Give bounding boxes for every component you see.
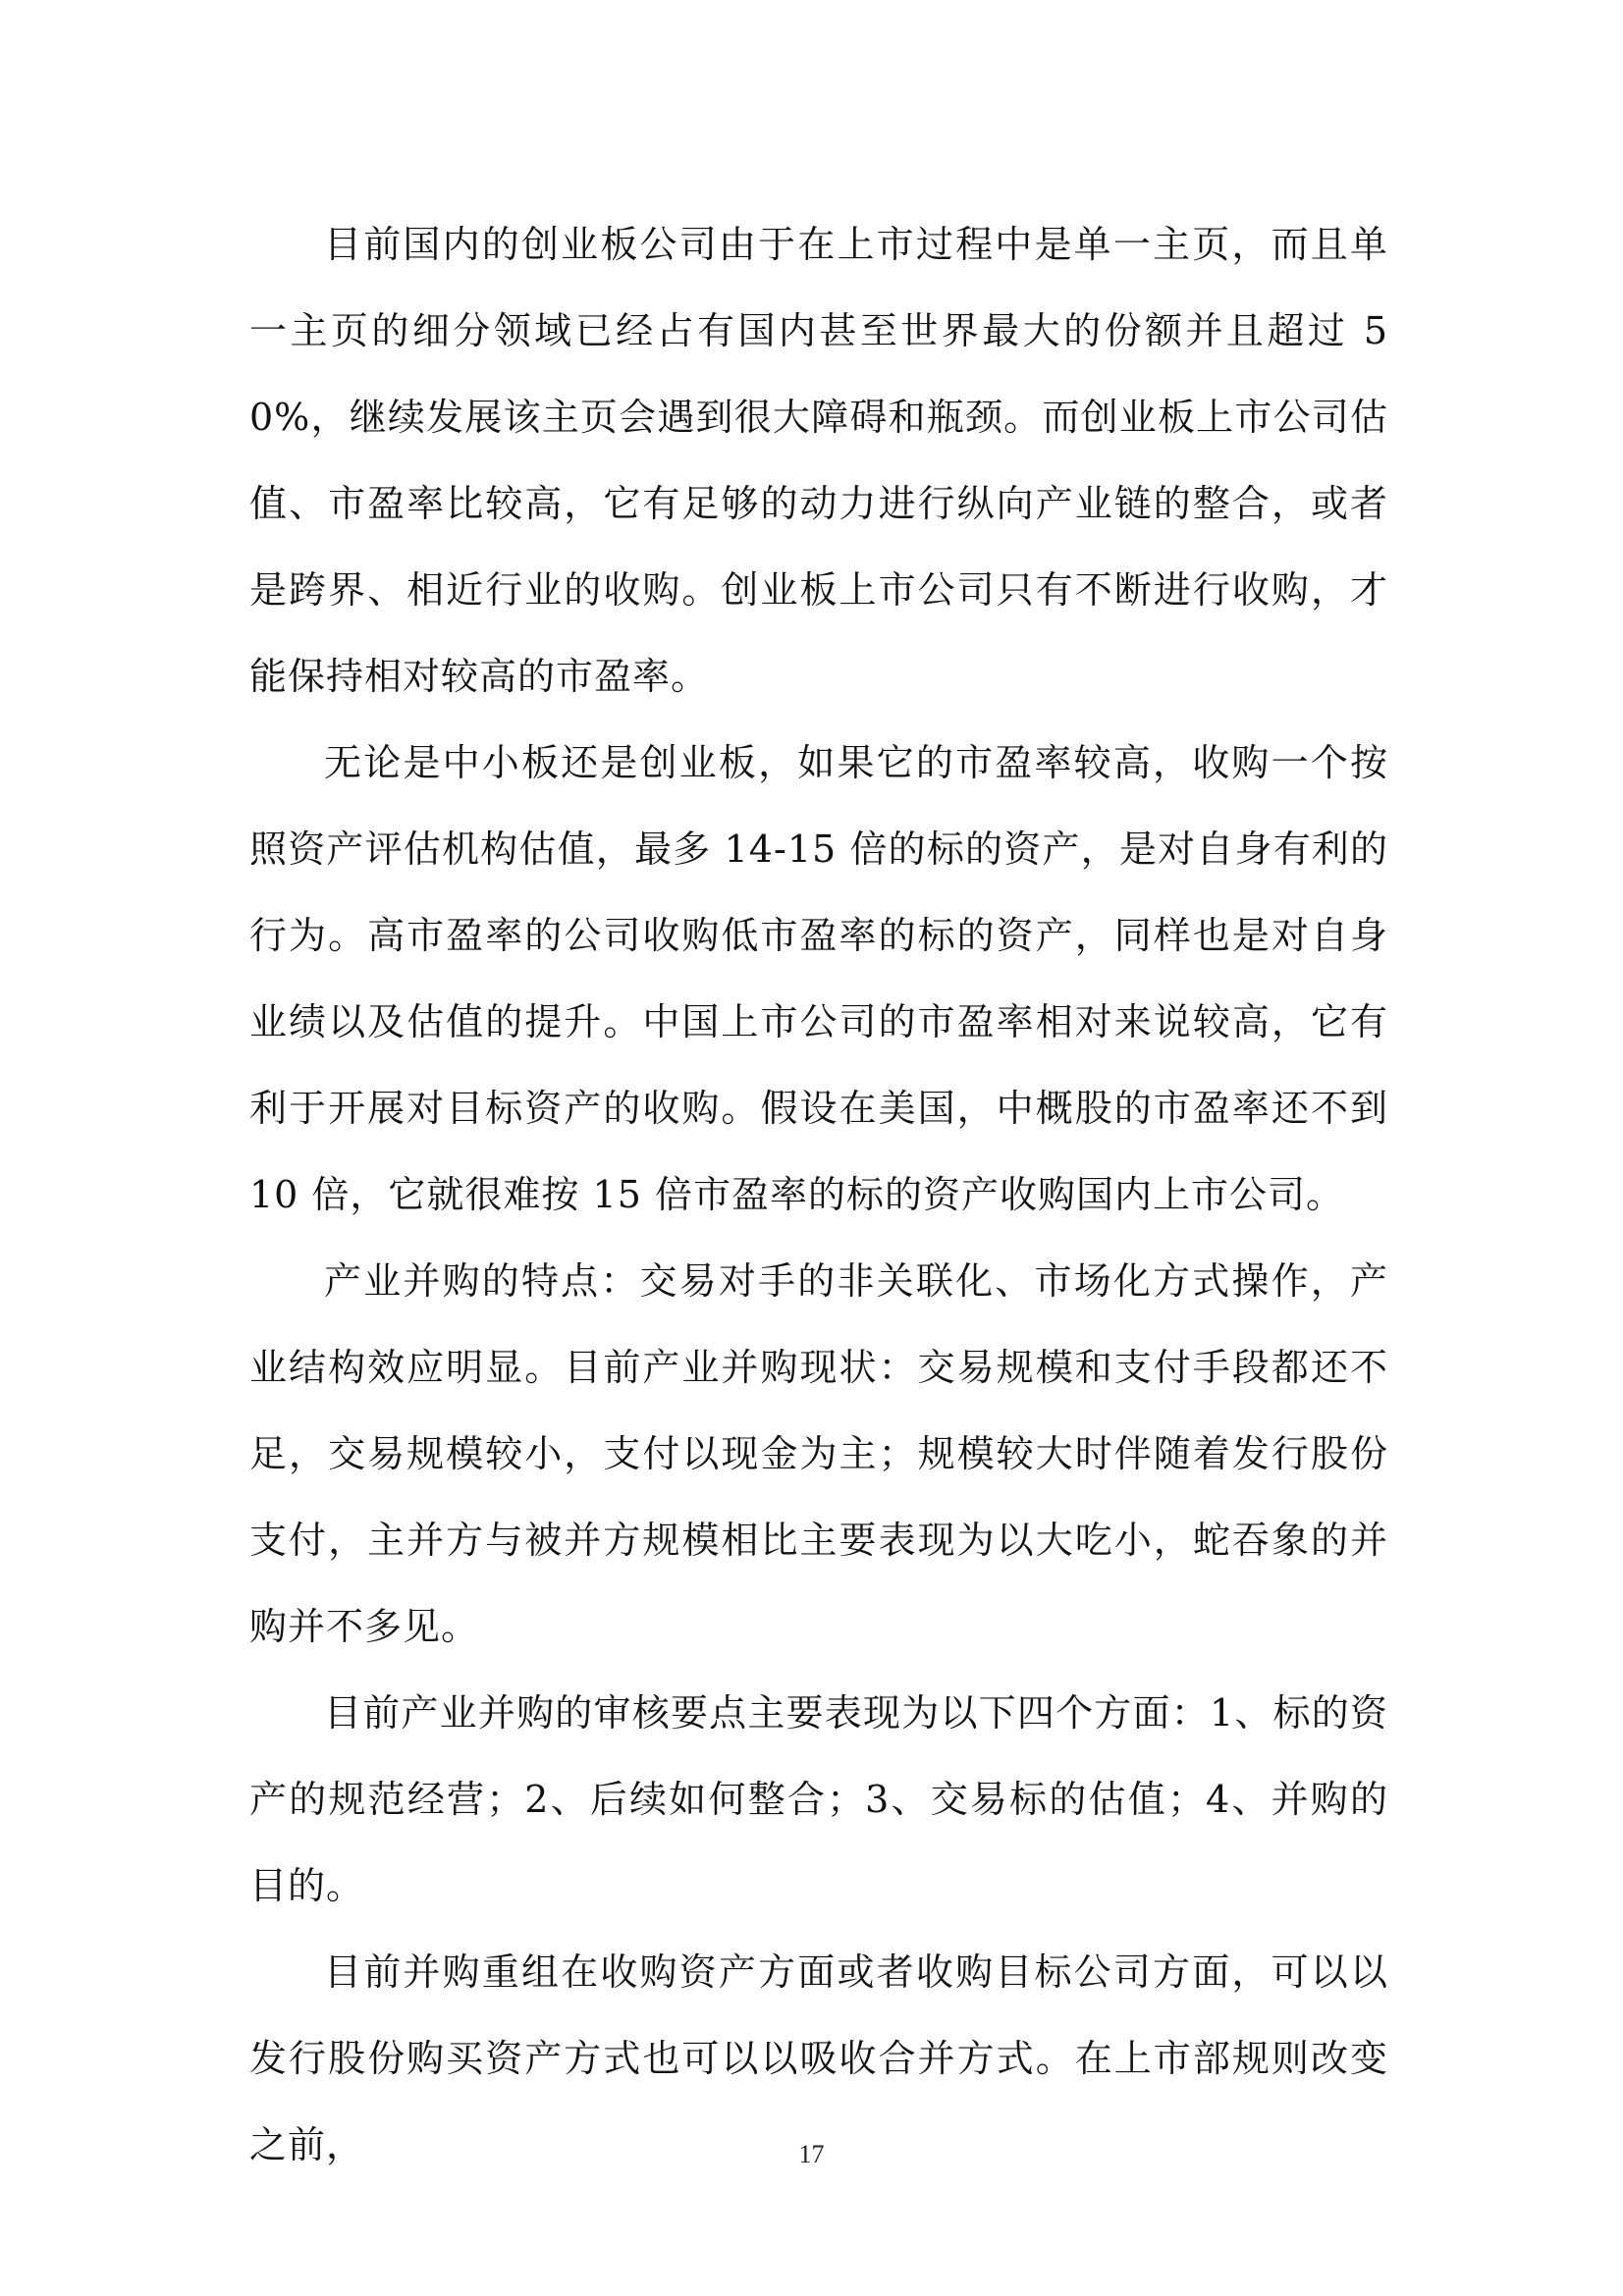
paragraph-5: 目前并购重组在收购资产方面或者收购目标公司方面，可以以发行股份购买资产方式也可以以吸收合并方式。在上市部规则改变之前，: [249, 1950, 1388, 2166]
paragraph-2: 无论是中小板还是创业板，如果它的市盈率较高，收购一个按照资产评估机构估值，最多 14-15 倍的标的资产，是对自身有利的行为。高市盈率的公司收购低市盈率的标的资产，同样也是对自身业绩以及估值的提升。中国上市公司的市盈率相对来说较高，它有利于开展对目标资产的收购。假设在美国，中概股的市盈率还不到 10 倍，它就很难按 15 倍市盈率的标的资产收购国内上市公司。: [249, 741, 1388, 1216]
paragraph-1: 目前国内的创业板公司由于在上市过程中是单一主页，而且单一主页的细分领域已经占有国内甚至世界最大的份额并且超过 50%，继续发展该主页会遇到很大障碍和瓶颈。而创业板上市公司估值、市盈率比较高，它有足够的动力进行纵向产业链的整合，或者是跨界、相近行业的收购。创业板上市公司只有不断进行收购，才能保持相对较高的市盈率。: [249, 223, 1388, 698]
page-number: 17: [798, 2140, 825, 2168]
paragraph-4: 目前产业并购的审核要点主要表现为以下四个方面：1、标的资产的规范经营；2、后续如何整合；3、交易标的估值；4、并购的目的。: [249, 1691, 1388, 1907]
body-text: [249, 201, 1388, 2188]
paragraph-3: 产业并购的特点：交易对手的非关联化、市场化方式操作，产业结构效应明显。目前产业并购现状：交易规模和支付手段都还不足，交易规模较小，支付以现金为主；规模较大时伴随着发行股份支付，主并方与被并方规模相比主要表现为以大吃小，蛇吞象的并购并不多见。: [249, 1259, 1388, 1648]
